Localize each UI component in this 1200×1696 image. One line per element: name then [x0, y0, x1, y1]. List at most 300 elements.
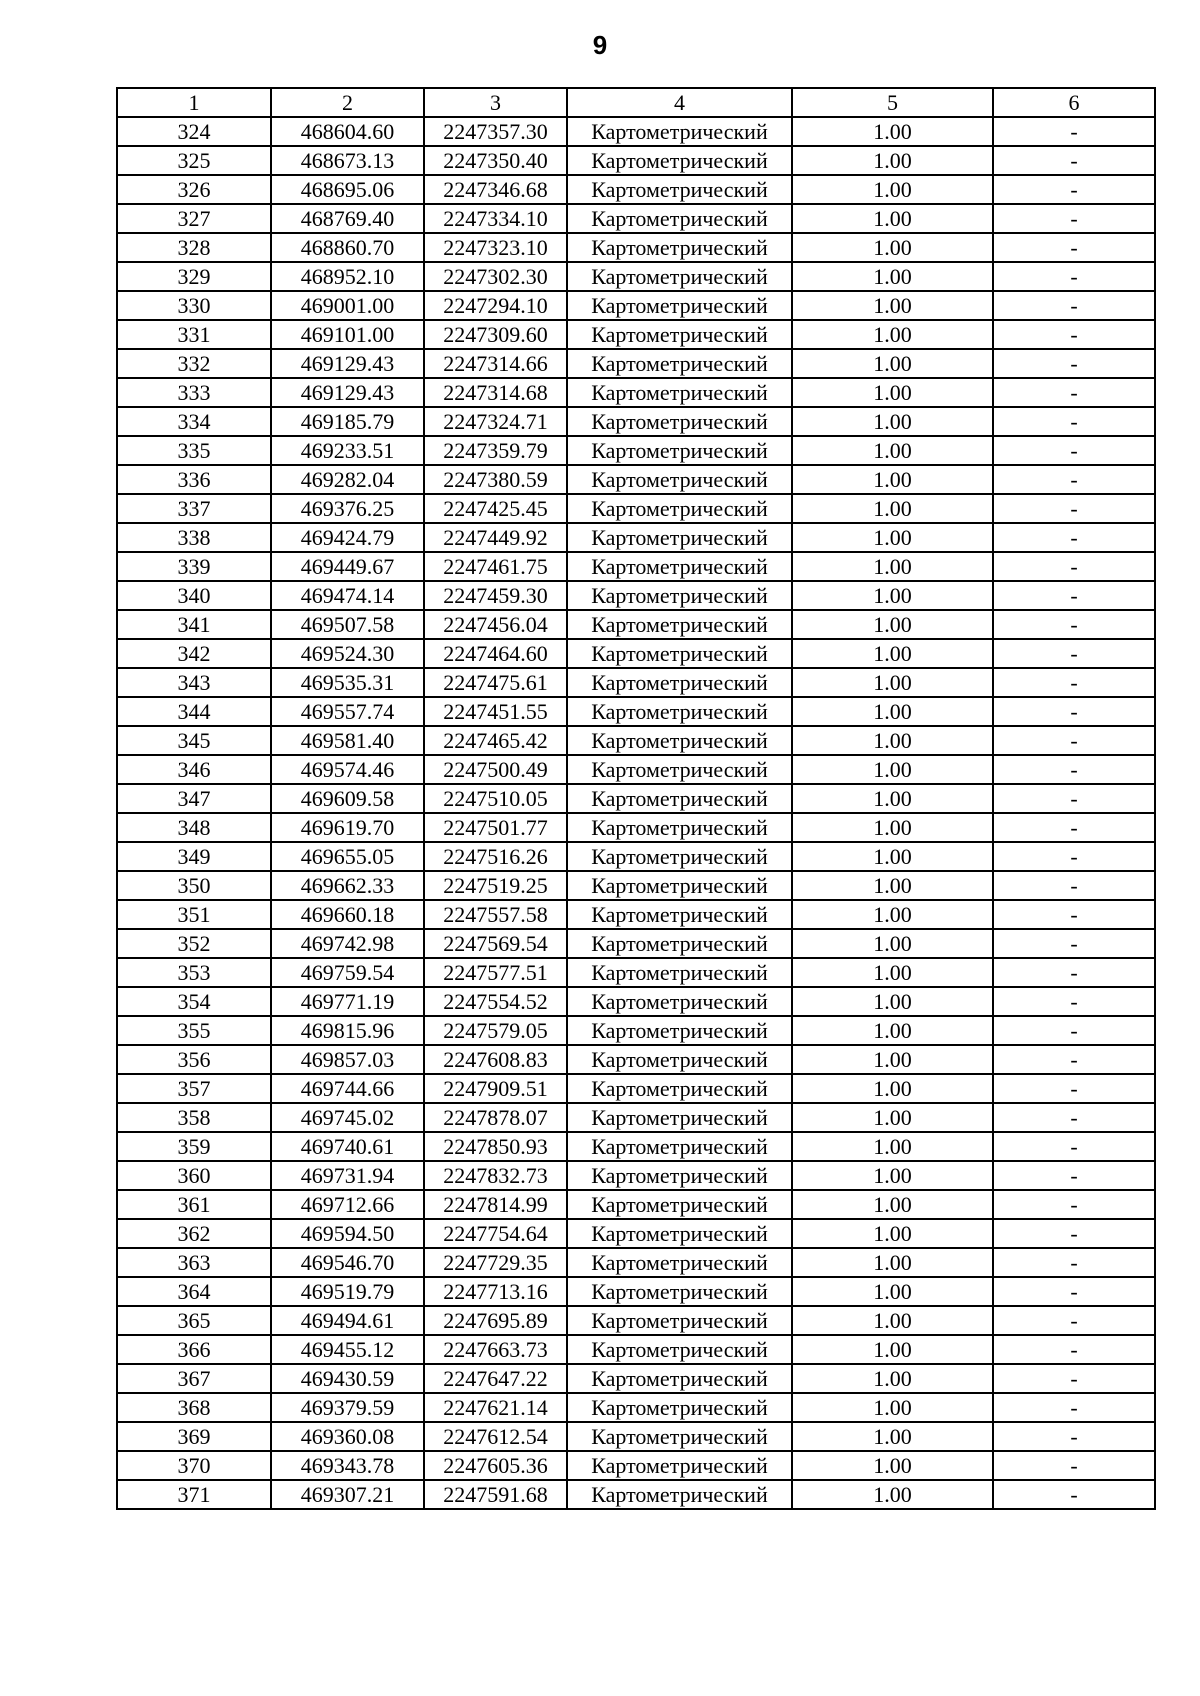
method-cell: Картометрический: [567, 407, 792, 436]
y-coordinate-cell: 2247475.61: [424, 668, 567, 697]
x-coordinate-cell: 468604.60: [271, 117, 424, 146]
note-cell: -: [993, 204, 1155, 233]
note-cell: -: [993, 668, 1155, 697]
y-coordinate-cell: 2247459.30: [424, 581, 567, 610]
column-header: 2: [271, 88, 424, 117]
table-row: [117, 349, 1155, 378]
x-coordinate-cell: 469185.79: [271, 407, 424, 436]
table-row: [117, 668, 1155, 697]
y-coordinate-cell: 2247451.55: [424, 697, 567, 726]
y-coordinate-cell: 2247608.83: [424, 1045, 567, 1074]
point-number-cell: 343: [117, 668, 271, 697]
accuracy-cell: 1.00: [792, 871, 993, 900]
x-coordinate-cell: 469740.61: [271, 1132, 424, 1161]
point-number-cell: 351: [117, 900, 271, 929]
method-cell: Картометрический: [567, 1480, 792, 1509]
method-cell: Картометрический: [567, 784, 792, 813]
table-row: [117, 1103, 1155, 1132]
accuracy-cell: 1.00: [792, 900, 993, 929]
table-row: [117, 610, 1155, 639]
method-cell: Картометрический: [567, 204, 792, 233]
note-cell: -: [993, 349, 1155, 378]
table-row: [117, 1306, 1155, 1335]
y-coordinate-cell: 2247612.54: [424, 1422, 567, 1451]
y-coordinate-cell: 2247516.26: [424, 842, 567, 871]
x-coordinate-cell: 469233.51: [271, 436, 424, 465]
y-coordinate-cell: 2247456.04: [424, 610, 567, 639]
y-coordinate-cell: 2247605.36: [424, 1451, 567, 1480]
table-row: [117, 1161, 1155, 1190]
method-cell: Картометрический: [567, 813, 792, 842]
point-number-cell: 368: [117, 1393, 271, 1422]
method-cell: Картометрический: [567, 842, 792, 871]
x-coordinate-cell: 469745.02: [271, 1103, 424, 1132]
table-row: [117, 146, 1155, 175]
y-coordinate-cell: 2247909.51: [424, 1074, 567, 1103]
note-cell: -: [993, 1393, 1155, 1422]
table-row: [117, 1364, 1155, 1393]
x-coordinate-cell: 469594.50: [271, 1219, 424, 1248]
y-coordinate-cell: 2247346.68: [424, 175, 567, 204]
accuracy-cell: 1.00: [792, 1161, 993, 1190]
table-row: [117, 436, 1155, 465]
accuracy-cell: 1.00: [792, 320, 993, 349]
note-cell: -: [993, 610, 1155, 639]
accuracy-cell: 1.00: [792, 117, 993, 146]
y-coordinate-cell: 2247832.73: [424, 1161, 567, 1190]
point-number-cell: 362: [117, 1219, 271, 1248]
point-number-cell: 355: [117, 1016, 271, 1045]
table-row: [117, 175, 1155, 204]
accuracy-cell: 1.00: [792, 1364, 993, 1393]
method-cell: Картометрический: [567, 1422, 792, 1451]
table-row: [117, 755, 1155, 784]
x-coordinate-cell: 469449.67: [271, 552, 424, 581]
table-row: [117, 1422, 1155, 1451]
x-coordinate-cell: 469574.46: [271, 755, 424, 784]
accuracy-cell: 1.00: [792, 1451, 993, 1480]
x-coordinate-cell: 469282.04: [271, 465, 424, 494]
x-coordinate-cell: 469519.79: [271, 1277, 424, 1306]
point-number-cell: 331: [117, 320, 271, 349]
table-row: [117, 1132, 1155, 1161]
accuracy-cell: 1.00: [792, 233, 993, 262]
method-cell: Картометрический: [567, 958, 792, 987]
y-coordinate-cell: 2247324.71: [424, 407, 567, 436]
table-row: [117, 929, 1155, 958]
note-cell: -: [993, 639, 1155, 668]
accuracy-cell: 1.00: [792, 204, 993, 233]
accuracy-cell: 1.00: [792, 291, 993, 320]
accuracy-cell: 1.00: [792, 1016, 993, 1045]
y-coordinate-cell: 2247577.51: [424, 958, 567, 987]
method-cell: Картометрический: [567, 668, 792, 697]
y-coordinate-cell: 2247510.05: [424, 784, 567, 813]
x-coordinate-cell: 469379.59: [271, 1393, 424, 1422]
point-number-cell: 333: [117, 378, 271, 407]
point-number-cell: 357: [117, 1074, 271, 1103]
note-cell: -: [993, 146, 1155, 175]
y-coordinate-cell: 2247814.99: [424, 1190, 567, 1219]
point-number-cell: 346: [117, 755, 271, 784]
point-number-cell: 339: [117, 552, 271, 581]
accuracy-cell: 1.00: [792, 146, 993, 175]
y-coordinate-cell: 2247425.45: [424, 494, 567, 523]
table-row: [117, 552, 1155, 581]
method-cell: Картометрический: [567, 1103, 792, 1132]
column-header: 6: [993, 88, 1155, 117]
note-cell: -: [993, 552, 1155, 581]
point-number-cell: 370: [117, 1451, 271, 1480]
point-number-cell: 352: [117, 929, 271, 958]
method-cell: Картометрический: [567, 291, 792, 320]
note-cell: -: [993, 1132, 1155, 1161]
method-cell: Картометрический: [567, 552, 792, 581]
coordinates-table: [116, 87, 1156, 1510]
point-number-cell: 349: [117, 842, 271, 871]
y-coordinate-cell: 2247621.14: [424, 1393, 567, 1422]
method-cell: Картометрический: [567, 233, 792, 262]
table-row: [117, 784, 1155, 813]
y-coordinate-cell: 2247579.05: [424, 1016, 567, 1045]
method-cell: Картометрический: [567, 1016, 792, 1045]
accuracy-cell: 1.00: [792, 668, 993, 697]
note-cell: -: [993, 726, 1155, 755]
y-coordinate-cell: 2247314.66: [424, 349, 567, 378]
point-number-cell: 364: [117, 1277, 271, 1306]
y-coordinate-cell: 2247309.60: [424, 320, 567, 349]
y-coordinate-cell: 2247500.49: [424, 755, 567, 784]
note-cell: -: [993, 407, 1155, 436]
method-cell: Картометрический: [567, 378, 792, 407]
point-number-cell: 326: [117, 175, 271, 204]
x-coordinate-cell: 469655.05: [271, 842, 424, 871]
accuracy-cell: 1.00: [792, 494, 993, 523]
x-coordinate-cell: 468695.06: [271, 175, 424, 204]
x-coordinate-cell: 469731.94: [271, 1161, 424, 1190]
column-header: 3: [424, 88, 567, 117]
point-number-cell: 369: [117, 1422, 271, 1451]
x-coordinate-cell: 469307.21: [271, 1480, 424, 1509]
x-coordinate-cell: 469424.79: [271, 523, 424, 552]
table-row: [117, 465, 1155, 494]
y-coordinate-cell: 2247323.10: [424, 233, 567, 262]
table-row: [117, 117, 1155, 146]
accuracy-cell: 1.00: [792, 1103, 993, 1132]
accuracy-cell: 1.00: [792, 349, 993, 378]
table-row: [117, 726, 1155, 755]
y-coordinate-cell: 2247569.54: [424, 929, 567, 958]
point-number-cell: 363: [117, 1248, 271, 1277]
table-row: [117, 1190, 1155, 1219]
x-coordinate-cell: 469360.08: [271, 1422, 424, 1451]
y-coordinate-cell: 2247554.52: [424, 987, 567, 1016]
note-cell: -: [993, 262, 1155, 291]
method-cell: Картометрический: [567, 146, 792, 175]
point-number-cell: 350: [117, 871, 271, 900]
accuracy-cell: 1.00: [792, 726, 993, 755]
x-coordinate-cell: 468769.40: [271, 204, 424, 233]
x-coordinate-cell: 469662.33: [271, 871, 424, 900]
point-number-cell: 344: [117, 697, 271, 726]
x-coordinate-cell: 469759.54: [271, 958, 424, 987]
point-number-cell: 332: [117, 349, 271, 378]
x-coordinate-cell: 469524.30: [271, 639, 424, 668]
note-cell: -: [993, 291, 1155, 320]
method-cell: Картометрический: [567, 1277, 792, 1306]
note-cell: -: [993, 494, 1155, 523]
y-coordinate-cell: 2247380.59: [424, 465, 567, 494]
point-number-cell: 348: [117, 813, 271, 842]
x-coordinate-cell: 469771.19: [271, 987, 424, 1016]
x-coordinate-cell: 469609.58: [271, 784, 424, 813]
note-cell: -: [993, 958, 1155, 987]
page-number: 9: [592, 30, 608, 60]
point-number-cell: 341: [117, 610, 271, 639]
x-coordinate-cell: 469742.98: [271, 929, 424, 958]
note-cell: -: [993, 1451, 1155, 1480]
note-cell: -: [993, 523, 1155, 552]
y-coordinate-cell: 2247713.16: [424, 1277, 567, 1306]
method-cell: Картометрический: [567, 1161, 792, 1190]
y-coordinate-cell: 2247729.35: [424, 1248, 567, 1277]
accuracy-cell: 1.00: [792, 1422, 993, 1451]
method-cell: Картометрический: [567, 1219, 792, 1248]
point-number-cell: 358: [117, 1103, 271, 1132]
x-coordinate-cell: 469857.03: [271, 1045, 424, 1074]
point-number-cell: 324: [117, 117, 271, 146]
note-cell: -: [993, 1161, 1155, 1190]
x-coordinate-cell: 469660.18: [271, 900, 424, 929]
note-cell: -: [993, 175, 1155, 204]
y-coordinate-cell: 2247334.10: [424, 204, 567, 233]
note-cell: -: [993, 117, 1155, 146]
point-number-cell: 334: [117, 407, 271, 436]
method-cell: Картометрический: [567, 1074, 792, 1103]
x-coordinate-cell: 469376.25: [271, 494, 424, 523]
table-row: [117, 494, 1155, 523]
point-number-cell: 325: [117, 146, 271, 175]
note-cell: -: [993, 1103, 1155, 1132]
accuracy-cell: 1.00: [792, 1335, 993, 1364]
method-cell: Картометрический: [567, 465, 792, 494]
x-coordinate-cell: 469474.14: [271, 581, 424, 610]
accuracy-cell: 1.00: [792, 1480, 993, 1509]
note-cell: -: [993, 987, 1155, 1016]
accuracy-cell: 1.00: [792, 1219, 993, 1248]
note-cell: -: [993, 1422, 1155, 1451]
note-cell: -: [993, 1335, 1155, 1364]
method-cell: Картометрический: [567, 1248, 792, 1277]
y-coordinate-cell: 2247357.30: [424, 117, 567, 146]
table-row: [117, 1074, 1155, 1103]
method-cell: Картометрический: [567, 1190, 792, 1219]
table-row: [117, 1248, 1155, 1277]
y-coordinate-cell: 2247294.10: [424, 291, 567, 320]
accuracy-cell: 1.00: [792, 1190, 993, 1219]
accuracy-cell: 1.00: [792, 929, 993, 958]
table-row: [117, 204, 1155, 233]
table-row: [117, 958, 1155, 987]
accuracy-cell: 1.00: [792, 523, 993, 552]
method-cell: Картометрический: [567, 1393, 792, 1422]
y-coordinate-cell: 2247461.75: [424, 552, 567, 581]
point-number-cell: 340: [117, 581, 271, 610]
accuracy-cell: 1.00: [792, 1074, 993, 1103]
table-row: [117, 523, 1155, 552]
point-number-cell: 327: [117, 204, 271, 233]
note-cell: -: [993, 581, 1155, 610]
note-cell: -: [993, 320, 1155, 349]
x-coordinate-cell: 469129.43: [271, 378, 424, 407]
note-cell: -: [993, 1480, 1155, 1509]
table-row: [117, 842, 1155, 871]
table-row: [117, 813, 1155, 842]
x-coordinate-cell: 469581.40: [271, 726, 424, 755]
method-cell: Картометрический: [567, 523, 792, 552]
x-coordinate-cell: 469343.78: [271, 1451, 424, 1480]
note-cell: -: [993, 1016, 1155, 1045]
point-number-cell: 328: [117, 233, 271, 262]
point-number-cell: 359: [117, 1132, 271, 1161]
method-cell: Картометрический: [567, 581, 792, 610]
point-number-cell: 360: [117, 1161, 271, 1190]
note-cell: -: [993, 842, 1155, 871]
x-coordinate-cell: 469101.00: [271, 320, 424, 349]
note-cell: -: [993, 436, 1155, 465]
accuracy-cell: 1.00: [792, 813, 993, 842]
y-coordinate-cell: 2247449.92: [424, 523, 567, 552]
table-row: [117, 1016, 1155, 1045]
point-number-cell: 354: [117, 987, 271, 1016]
note-cell: -: [993, 378, 1155, 407]
column-header: 1: [117, 88, 271, 117]
point-number-cell: 330: [117, 291, 271, 320]
method-cell: Картометрический: [567, 436, 792, 465]
accuracy-cell: 1.00: [792, 755, 993, 784]
note-cell: -: [993, 1219, 1155, 1248]
method-cell: Картометрический: [567, 987, 792, 1016]
note-cell: -: [993, 1074, 1155, 1103]
accuracy-cell: 1.00: [792, 436, 993, 465]
column-header: 4: [567, 88, 792, 117]
note-cell: -: [993, 813, 1155, 842]
method-cell: Картометрический: [567, 726, 792, 755]
x-coordinate-cell: 469546.70: [271, 1248, 424, 1277]
x-coordinate-cell: 468952.10: [271, 262, 424, 291]
y-coordinate-cell: 2247647.22: [424, 1364, 567, 1393]
table-row: [117, 378, 1155, 407]
x-coordinate-cell: 469557.74: [271, 697, 424, 726]
point-number-cell: 338: [117, 523, 271, 552]
y-coordinate-cell: 2247314.68: [424, 378, 567, 407]
y-coordinate-cell: 2247302.30: [424, 262, 567, 291]
method-cell: Картометрический: [567, 871, 792, 900]
table-row: [117, 900, 1155, 929]
method-cell: Картометрический: [567, 610, 792, 639]
method-cell: Картометрический: [567, 1132, 792, 1161]
method-cell: Картометрический: [567, 262, 792, 291]
table-row: [117, 1335, 1155, 1364]
accuracy-cell: 1.00: [792, 987, 993, 1016]
note-cell: -: [993, 871, 1155, 900]
note-cell: -: [993, 1364, 1155, 1393]
accuracy-cell: 1.00: [792, 581, 993, 610]
x-coordinate-cell: 469507.58: [271, 610, 424, 639]
method-cell: Картометрический: [567, 697, 792, 726]
point-number-cell: 361: [117, 1190, 271, 1219]
note-cell: -: [993, 1277, 1155, 1306]
accuracy-cell: 1.00: [792, 697, 993, 726]
table-row: [117, 233, 1155, 262]
table-row: [117, 639, 1155, 668]
method-cell: Картометрический: [567, 1335, 792, 1364]
y-coordinate-cell: 2247557.58: [424, 900, 567, 929]
accuracy-cell: 1.00: [792, 1277, 993, 1306]
note-cell: -: [993, 755, 1155, 784]
table-row: [117, 320, 1155, 349]
method-cell: Картометрический: [567, 929, 792, 958]
note-cell: -: [993, 1306, 1155, 1335]
accuracy-cell: 1.00: [792, 378, 993, 407]
x-coordinate-cell: 469455.12: [271, 1335, 424, 1364]
method-cell: Картометрический: [567, 900, 792, 929]
accuracy-cell: 1.00: [792, 1306, 993, 1335]
table-row: [117, 871, 1155, 900]
point-number-cell: 365: [117, 1306, 271, 1335]
note-cell: -: [993, 1190, 1155, 1219]
method-cell: Картометрический: [567, 320, 792, 349]
point-number-cell: 345: [117, 726, 271, 755]
accuracy-cell: 1.00: [792, 407, 993, 436]
table-row: [117, 1451, 1155, 1480]
table-row: [117, 987, 1155, 1016]
y-coordinate-cell: 2247754.64: [424, 1219, 567, 1248]
y-coordinate-cell: 2247663.73: [424, 1335, 567, 1364]
accuracy-cell: 1.00: [792, 552, 993, 581]
table-row: [117, 291, 1155, 320]
point-number-cell: 337: [117, 494, 271, 523]
x-coordinate-cell: 469001.00: [271, 291, 424, 320]
y-coordinate-cell: 2247878.07: [424, 1103, 567, 1132]
point-number-cell: 371: [117, 1480, 271, 1509]
y-coordinate-cell: 2247350.40: [424, 146, 567, 175]
point-number-cell: 336: [117, 465, 271, 494]
x-coordinate-cell: 469815.96: [271, 1016, 424, 1045]
y-coordinate-cell: 2247464.60: [424, 639, 567, 668]
accuracy-cell: 1.00: [792, 610, 993, 639]
note-cell: -: [993, 929, 1155, 958]
note-cell: -: [993, 465, 1155, 494]
x-coordinate-cell: 469129.43: [271, 349, 424, 378]
method-cell: Картометрический: [567, 639, 792, 668]
y-coordinate-cell: 2247850.93: [424, 1132, 567, 1161]
accuracy-cell: 1.00: [792, 958, 993, 987]
method-cell: Картометрический: [567, 1306, 792, 1335]
table-row: [117, 407, 1155, 436]
column-header: 5: [792, 88, 993, 117]
accuracy-cell: 1.00: [792, 842, 993, 871]
point-number-cell: 342: [117, 639, 271, 668]
note-cell: -: [993, 1045, 1155, 1074]
table-row: [117, 1393, 1155, 1422]
point-number-cell: 353: [117, 958, 271, 987]
table-row: [117, 1480, 1155, 1509]
y-coordinate-cell: 2247465.42: [424, 726, 567, 755]
y-coordinate-cell: 2247359.79: [424, 436, 567, 465]
point-number-cell: 366: [117, 1335, 271, 1364]
point-number-cell: 347: [117, 784, 271, 813]
